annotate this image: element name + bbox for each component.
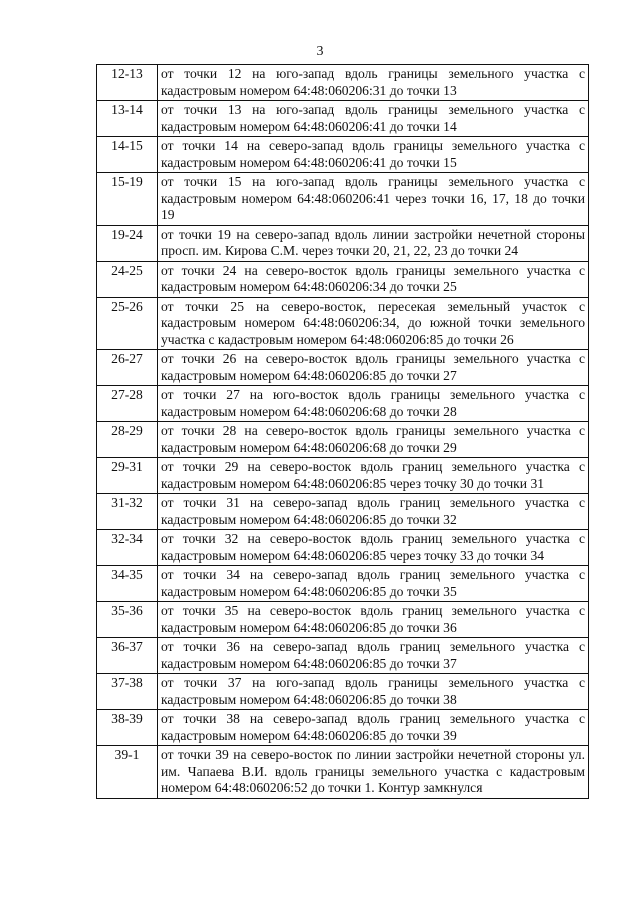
table-body [97, 65, 589, 799]
table-row [97, 261, 589, 297]
description-cell: от точки 13 на юго-запад вдоль границы земельного участка с кадастровым номером 64:48:060206:41 до точки 14 [158, 101, 589, 137]
segment-cell: 28-29 [97, 422, 158, 458]
segment-cell: 13-14 [97, 101, 158, 137]
segment-cell: 38-39 [97, 710, 158, 746]
table-row [97, 638, 589, 674]
description-cell: от точки 26 на северо-восток вдоль границы земельного участка с кадастровым номером 64:48:060206:85 до точки 27 [158, 350, 589, 386]
segment-cell: 39-1 [97, 746, 158, 799]
segment-cell: 34-35 [97, 566, 158, 602]
table-row [97, 710, 589, 746]
description-cell: от точки 39 на северо-восток по линии застройки нечетной стороны ул. им. Чапаева В.И. вдоль границы земельного участка с кадастровым номером 64:48:060206:52 до точки 1. Контур замкнулся [158, 746, 589, 799]
segment-cell: 19-24 [97, 225, 158, 261]
page-number: 3 [316, 44, 324, 59]
description-cell: от точки 14 на северо-запад вдоль границы земельного участка с кадастровым номером 64:48:060206:41 до точки 15 [158, 137, 589, 173]
segment-cell: 29-31 [97, 458, 158, 494]
segment-cell: 36-37 [97, 638, 158, 674]
description-cell: от точки 36 на северо-запад вдоль границ земельного участка с кадастровым номером 64:48:060206:85 до точки 37 [158, 638, 589, 674]
table-row [97, 746, 589, 799]
segment-cell: 31-32 [97, 494, 158, 530]
description-cell: от точки 29 на северо-восток вдоль границ земельного участка с кадастровым номером 64:48:060206:85 через точку 30 до точки 31 [158, 458, 589, 494]
table-row [97, 350, 589, 386]
table-row [97, 173, 589, 226]
description-cell: от точки 19 на северо-запад вдоль линии застройки нечетной стороны просп. им. Кирова С.М. через точки 20, 21, 22, 23 до точки 24 [158, 225, 589, 261]
description-cell: от точки 38 на северо-запад вдоль границ земельного участка с кадастровым номером 64:48:060206:85 до точки 39 [158, 710, 589, 746]
table-row [97, 602, 589, 638]
description-cell: от точки 32 на северо-восток вдоль границ земельного участка с кадастровым номером 64:48:060206:85 через точку 33 до точки 34 [158, 530, 589, 566]
description-cell: от точки 15 на юго-запад вдоль границы земельного участка с кадастровым номером 64:48:060206:41 через точки 16, 17, 18 до точки 19 [158, 173, 589, 226]
description-cell: от точки 31 на северо-запад вдоль границ земельного участка с кадастровым номером 64:48:060206:85 до точки 32 [158, 494, 589, 530]
table-row [97, 530, 589, 566]
description-cell: от точки 25 на северо-восток, пересекая земельный участок с кадастровым номером 64:48:060206:34, до южной точки земельного участка с кадастровым номером 64:48:060206:85 до точки 26 [158, 297, 589, 350]
segment-cell: 26-27 [97, 350, 158, 386]
table-row [97, 566, 589, 602]
table-row [97, 458, 589, 494]
table-row [97, 297, 589, 350]
segment-cell: 32-34 [97, 530, 158, 566]
segment-cell: 37-38 [97, 674, 158, 710]
description-cell: от точки 34 на северо-запад вдоль границ земельного участка с кадастровым номером 64:48:060206:85 до точки 35 [158, 566, 589, 602]
boundary-description-table [96, 64, 589, 799]
table-row [97, 422, 589, 458]
table-row [97, 386, 589, 422]
table-row [97, 65, 589, 101]
description-cell: от точки 12 на юго-запад вдоль границы земельного участка с кадастровым номером 64:48:060206:31 до точки 13 [158, 65, 589, 101]
table-row [97, 674, 589, 710]
description-cell: от точки 27 на юго-восток вдоль границы земельного участка с кадастровым номером 64:48:060206:68 до точки 28 [158, 386, 589, 422]
description-cell: от точки 37 на юго-запад вдоль границы земельного участка с кадастровым номером 64:48:060206:85 до точки 38 [158, 674, 589, 710]
segment-cell: 14-15 [97, 137, 158, 173]
table-row [97, 101, 589, 137]
segment-cell: 27-28 [97, 386, 158, 422]
segment-cell: 15-19 [97, 173, 158, 226]
segment-cell: 25-26 [97, 297, 158, 350]
description-cell: от точки 24 на северо-восток вдоль границы земельного участка с кадастровым номером 64:48:060206:34 до точки 25 [158, 261, 589, 297]
segment-cell: 12-13 [97, 65, 158, 101]
description-cell: от точки 35 на северо-восток вдоль границ земельного участка с кадастровым номером 64:48:060206:85 до точки 36 [158, 602, 589, 638]
description-cell: от точки 28 на северо-восток вдоль границы земельного участка с кадастровым номером 64:48:060206:68 до точки 29 [158, 422, 589, 458]
segment-cell: 35-36 [97, 602, 158, 638]
table-row [97, 137, 589, 173]
table-row [97, 494, 589, 530]
table-row [97, 225, 589, 261]
segment-cell: 24-25 [97, 261, 158, 297]
